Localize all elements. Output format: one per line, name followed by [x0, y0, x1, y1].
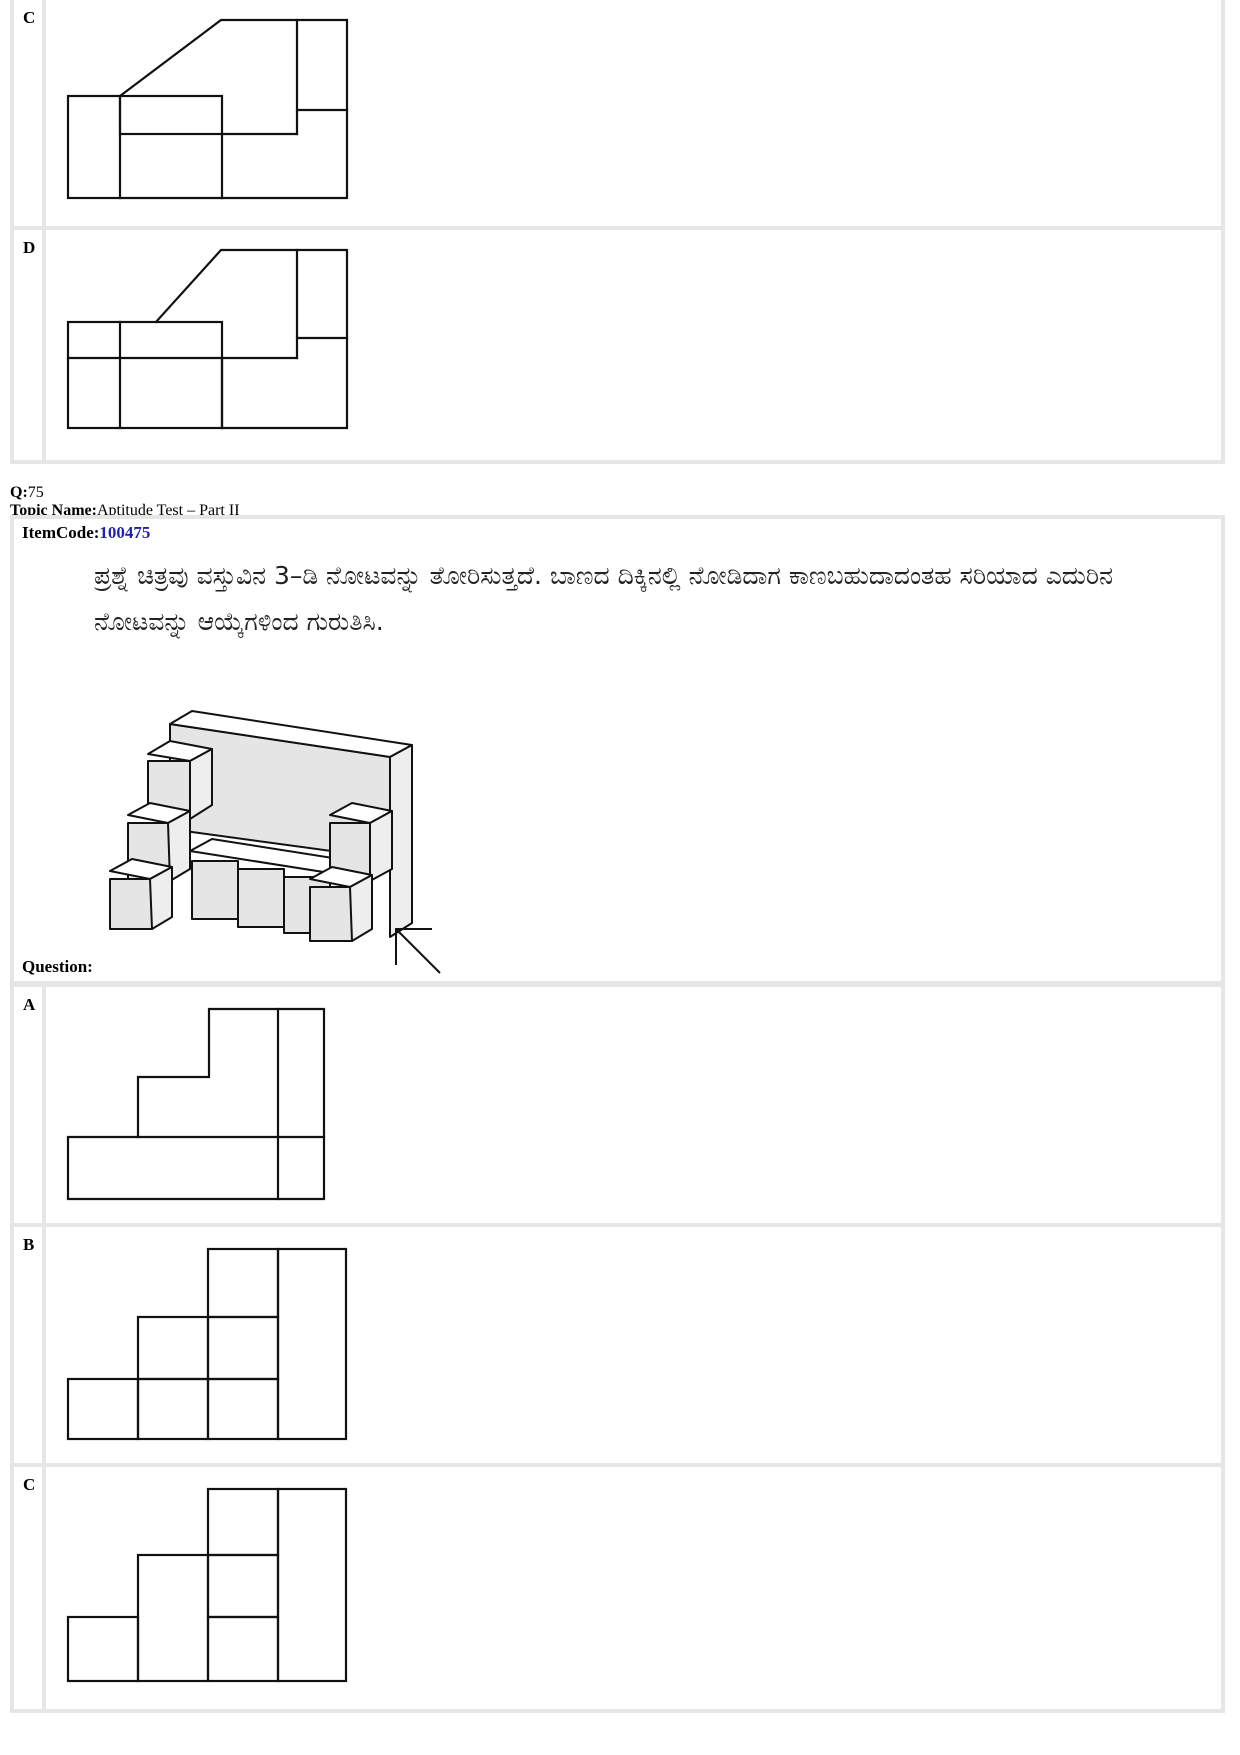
- options-table: [10, 983, 1225, 1713]
- option-row-c2[interactable]: [14, 1467, 1221, 1709]
- option-letter: D: [23, 238, 36, 257]
- question-number-line: [10, 484, 44, 502]
- option-letter: C: [23, 1475, 36, 1494]
- option-label-cell: [14, 230, 46, 460]
- item-code-label: ItemCode:: [22, 523, 100, 542]
- option-row-d[interactable]: [14, 230, 1221, 460]
- option-row-c[interactable]: [14, 0, 1221, 230]
- isometric-object-figure: [104, 679, 484, 984]
- option-d-figure: [56, 240, 396, 440]
- option-letter: C: [23, 8, 36, 27]
- topic-label: Topic Name:: [10, 502, 97, 519]
- item-code-value: 100475: [99, 523, 151, 542]
- option-c-figure: [56, 1477, 376, 1687]
- option-label-cell: [14, 0, 46, 226]
- option-row-b[interactable]: [14, 1227, 1221, 1467]
- option-label-cell: [14, 987, 46, 1223]
- option-letter: A: [23, 995, 36, 1014]
- option-c-figure: [56, 10, 396, 210]
- option-label-cell: [14, 1467, 46, 1709]
- option-b-figure: [56, 1237, 376, 1447]
- question-number: 75: [27, 484, 44, 501]
- question-label: Question:: [22, 957, 93, 976]
- question-item-box: [10, 515, 1225, 985]
- option-row-a[interactable]: [14, 987, 1221, 1227]
- option-label-cell: [14, 1227, 46, 1463]
- question-stem: ಪ್ರಶ್ನೆ ಚಿತ್ರವು ವಸ್ತುವಿನ 3–ಡಿ ನೋಟವನ್ನು ತೋರಿಸುತ್ತದೆ. ಬಾಣದ ದಿಕ್ಕಿನಲ್ಲಿ ನೋಡಿದಾಗ ಕಾಣಬಹುದಾದಂತಹ ಸರಿಯಾದ ಎದುರಿನ ನೋಟವನ್ನು ಆಯ್ಕೆಗಳಿಂದ ಗುರುತಿಸಿ.: [94, 561, 1113, 636]
- option-a-figure: [56, 997, 356, 1207]
- question-number-label: Q:: [10, 484, 28, 501]
- item-code-line: [22, 523, 150, 543]
- prev-options-table: [10, 0, 1225, 464]
- topic-name: Aptitude Test – Part II: [96, 502, 240, 519]
- option-letter: B: [23, 1235, 35, 1254]
